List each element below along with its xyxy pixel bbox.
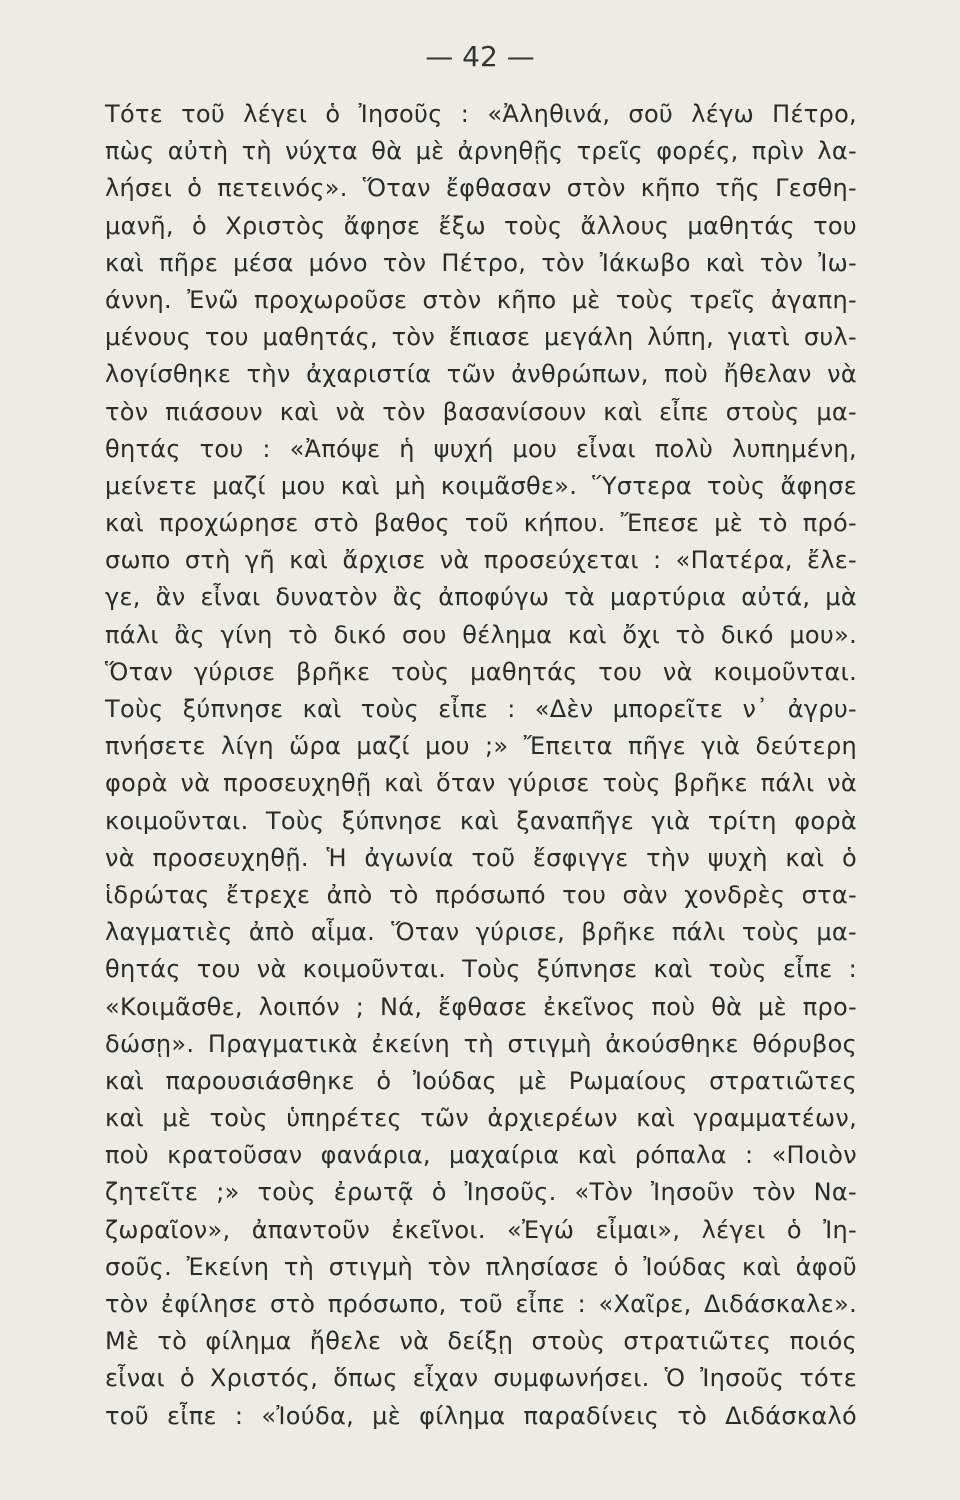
text-line: ποὺ κρατοῦσαν φανάρια, μαχαίρια καὶ ρόπαλα : «Ποιὸν <box>105 1141 857 1170</box>
text-line: τοῦ εἶπε : «Ἰούδα, μὲ φίλημα παραδίνεις τὸ Διδάσκαλό <box>105 1401 857 1430</box>
text-line: μανῆ, ὁ Χριστὸς ἄφησε ἔξω τοὺς ἄλλους μαθητάς του <box>105 211 857 240</box>
text-line: καὶ προχώρησε στὸ βαθος τοῦ κήπου. Ἔπεσε μὲ τὸ πρό- <box>105 509 857 538</box>
text-line: νὰ προσευχηθῇ. Ἡ ἀγωνία τοῦ ἔσφιγγε τὴν ψυχὴ καὶ ὁ <box>105 843 857 872</box>
page-number: — 42 — <box>425 40 535 73</box>
text-line: μείνετε μαζί μου καὶ μὴ κοιμᾶσθε». Ὕστερα τοὺς ἄφησε <box>105 471 857 500</box>
text-line: ζητεῖτε ;» τοὺς ἐρωτᾷ ὁ Ἰησοῦς. «Τὸν Ἰησοῦν τὸν Να- <box>105 1178 857 1207</box>
text-line: πνήσετε λίγη ὥρα μαζί μου ;» Ἔπειτα πῆγε γιὰ δεύτερη <box>105 732 857 761</box>
text-line: τὸν ἐφίλησε στὸ πρόσωπο, τοῦ εἶπε : «Χαῖρε, Διδάσκαλε». <box>105 1290 857 1318</box>
text-line: «Κοιμᾶσθε, λοιπόν ; Νά, ἔφθασε ἐκεῖνος ποὺ θὰ μὲ προ- <box>105 992 857 1021</box>
text-line: σοῦς. Ἐκείνη τὴ στιγμὴ τὸν πλησίασε ὁ Ἰούδας καὶ ἀφοῦ <box>105 1252 857 1281</box>
text-line: καὶ παρουσιάσθηκε ὁ Ἰούδας μὲ Ρωμαίους στρατιῶτες <box>105 1066 857 1095</box>
text-line: καὶ πῆρε μέσα μόνο τὸν Πέτρο, τὸν Ἰάκωβο καὶ τὸν Ἰω- <box>105 248 857 277</box>
text-line: θητάς του : «Ἀπόψε ἡ ψυχή μου εἶναι πολὺ λυπημένη, <box>105 434 857 463</box>
text-line: πὼς αὐτὴ τὴ νύχτα θὰ μὲ ἀρνηθῇς τρεῖς φορές, πρὶν λα- <box>105 137 857 166</box>
text-line: λαγματιὲς ἀπὸ αἷμα. Ὅταν γύρισε, βρῆκε πάλι τοὺς μα- <box>105 918 857 947</box>
text-line: Τότε τοῦ λέγει ὁ Ἰησοῦς : «Ἀληθινά, σοῦ λέγω Πέτρο, <box>105 100 857 128</box>
text-line: Μὲ τὸ φίλημα ἤθελε νὰ δείξῃ στοὺς στρατιῶτες ποιός <box>105 1327 857 1356</box>
text-line: εἶναι ὁ Χριστός, ὅπως εἶχαν συμφωνήσει. Ὁ Ἰησοῦς τότε <box>105 1364 857 1393</box>
text-line: Ὅταν γύρισε βρῆκε τοὺς μαθητάς του νὰ κοιμοῦνται. <box>105 657 857 686</box>
text-line: καὶ μὲ τοὺς ὑπηρέτες τῶν ἀρχιερέων καὶ γραμματέων, <box>105 1104 857 1133</box>
text-line: γε, ἂν εἶναι δυνατὸν ἂς ἀποφύγω τὰ μαρτύρια αὐτά, μὰ <box>105 583 857 612</box>
text-line: θητάς του νὰ κοιμοῦνται. Τοὺς ξύπνησε καὶ τοὺς εἶπε : <box>105 955 857 984</box>
text-line: πάλι ἂς γίνη τὸ δικό σου θέλημα καὶ ὄχι τὸ δικό μου». <box>105 620 857 649</box>
text-line: κοιμοῦνται. Τοὺς ξύπνησε καὶ ξαναπῆγε γιὰ τρίτη φορὰ <box>105 806 857 835</box>
text-line: Τοὺς ξύπνησε καὶ τοὺς εἶπε : «Δὲν μπορεῖτε ν᾽ ἀγρυ- <box>105 695 857 723</box>
text-line: λογίσθηκε τὴν ἀχαριστία τῶν ἀνθρώπων, ποὺ ἤθελαν νὰ <box>105 360 857 389</box>
text-line: άννη. Ἐνῶ προχωροῦσε στὸν κῆπο μὲ τοὺς τρεῖς ἀγαπη- <box>105 285 857 314</box>
text-line: φορὰ νὰ προσευχηθῇ καὶ ὅταν γύρισε τοὺς βρῆκε πάλι νὰ <box>105 769 857 798</box>
text-line: τὸν πιάσουν καὶ νὰ τὸν βασανίσουν καὶ εἶπε στοὺς μα- <box>105 397 857 426</box>
text-line: δώσῃ». Πραγματικὰ ἐκείνη τὴ στιγμὴ ἀκούσθηκε θόρυβος <box>105 1029 857 1058</box>
text-line: ζωραῖον», ἀπαντοῦν ἐκεῖνοι. «Ἐγώ εἶμαι», λέγει ὁ Ἰη- <box>105 1215 857 1244</box>
text-line: σωπο στὴ γῆ καὶ ἄρχισε νὰ προσεύχεται : «Πατέρα, ἔλε- <box>105 546 857 575</box>
text-line: λήσει ὁ πετεινός». Ὅταν ἔφθασαν στὸν κῆπο τῆς Γεσθη- <box>105 174 857 203</box>
text-line: μένους του μαθητάς, τὸν ἔπιασε μεγάλη λύπη, γιατὶ συλ- <box>105 323 857 352</box>
body-text <box>105 96 857 1435</box>
text-line: ἱδρώτας ἔτρεχε ἀπὸ τὸ πρόσωπό του σὰν χονδρὲς στα- <box>105 880 857 909</box>
